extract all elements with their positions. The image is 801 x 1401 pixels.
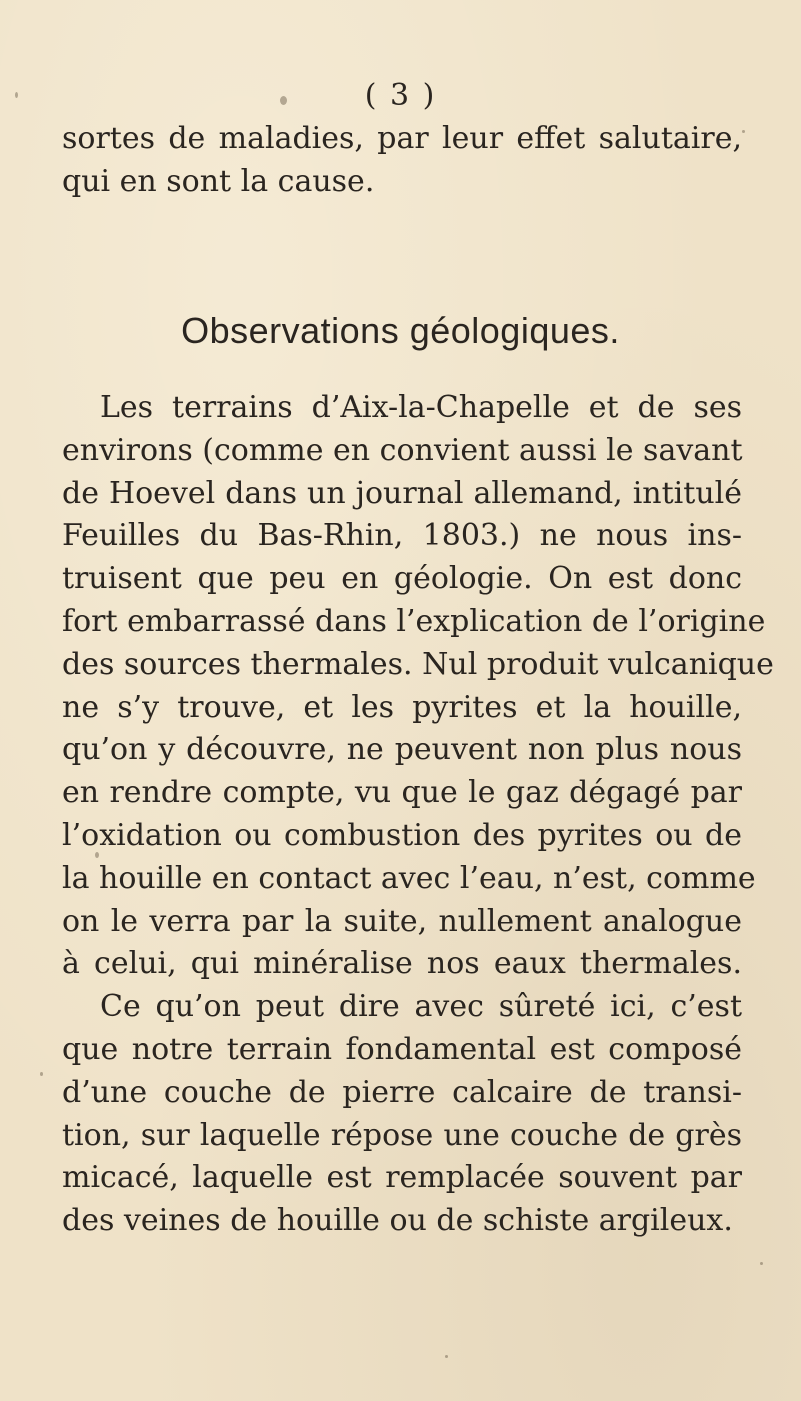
paper-speck xyxy=(760,1262,763,1265)
text-line: que notre terrain fondamental est composé xyxy=(62,1031,742,1067)
paper-speck xyxy=(280,96,287,105)
text-line: des veines de houille ou de schiste argileux. xyxy=(62,1203,733,1239)
text-line: truisent que peu en géologie. On est donc xyxy=(62,561,742,597)
paper-speck xyxy=(40,1072,43,1076)
text-line: à celui, qui minéralise nos eaux thermales. xyxy=(62,946,742,982)
page-number: ( 3 ) xyxy=(364,78,437,113)
paper-speck xyxy=(445,1355,448,1358)
text-line: micacé, laquelle est remplacée souvent par xyxy=(62,1160,742,1196)
text-line: Les terrains d’Aix-la-Chapelle et de ses xyxy=(100,390,742,425)
text-line: qui en sont la cause. xyxy=(62,163,375,199)
text-line: sortes de maladies, par leur effet salutaire, xyxy=(62,121,742,156)
text-line: l’oxidation ou combustion des pyrites ou de xyxy=(62,817,742,853)
text-line: d’une couche de pierre calcaire de transi- xyxy=(62,1074,742,1110)
text-line: tion, sur laquelle répose une couche de grès xyxy=(62,1117,742,1153)
text-line: en rendre compte, vu que le gaz dégagé par xyxy=(62,775,742,811)
paper-speck xyxy=(742,130,745,133)
text-line: Feuilles du Bas-Rhin, 1803.) ne nous ins- xyxy=(62,518,742,554)
paper-speck xyxy=(95,852,99,858)
section-heading: Observations géologiques. xyxy=(181,310,620,351)
paper-speck xyxy=(15,92,18,98)
text-line: on le verra par la suite, nullement analogue xyxy=(62,903,742,939)
text-line: des sources thermales. Nul produit vulcanique xyxy=(62,646,774,682)
text-line: la houille en contact avec l’eau, n’est, comme xyxy=(62,860,756,896)
text-line: qu’on y découvre, ne peuvent non plus nous xyxy=(62,732,742,768)
text-line: de Hoevel dans un journal allemand, intitulé xyxy=(62,475,742,511)
text-line: fort embarrassé dans l’explication de l’origine xyxy=(62,603,766,639)
body-paragraph xyxy=(62,387,774,1243)
opening-text xyxy=(62,118,742,204)
text-line: ne s’y trouve, et les pyrites et la houille, xyxy=(62,689,742,725)
text-line: environs (comme en convient aussi le savant xyxy=(62,432,743,468)
text-line: Ce qu’on peut dire avec sûreté ici, c’est xyxy=(100,989,742,1025)
